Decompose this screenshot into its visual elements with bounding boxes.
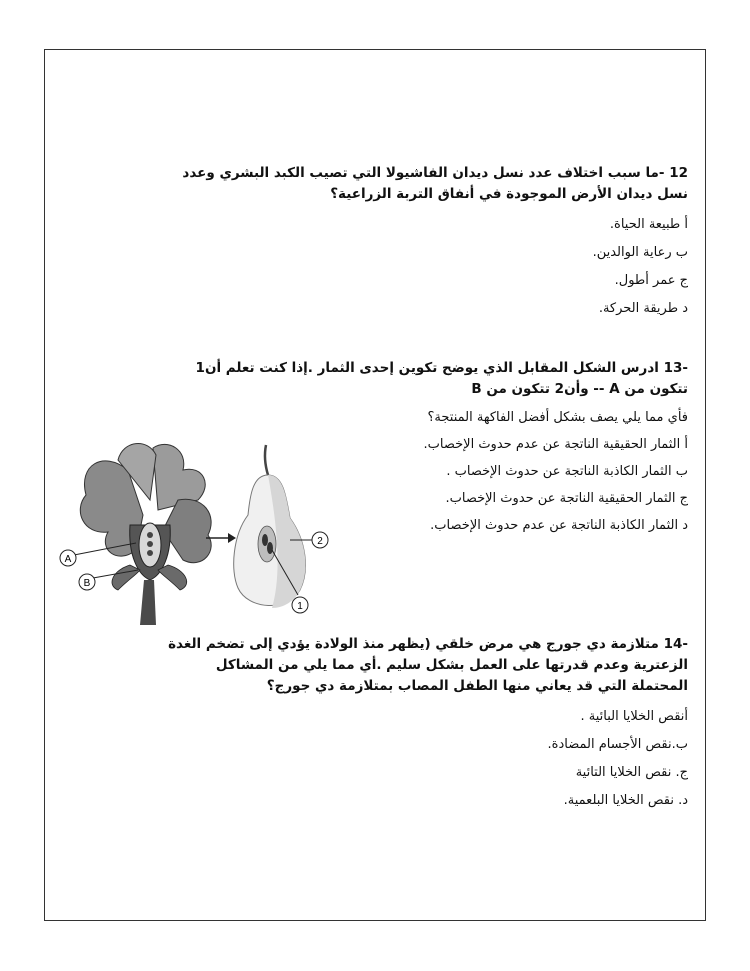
question-13-option-c: ج الثمار الحقيقية الناتجة عن حدوث الإخصاب.: [445, 491, 688, 506]
question-12-option-d: د طريقة الحركة.: [598, 301, 688, 316]
question-12: [160, 163, 688, 317]
question-14-option-d: د. نقص الخلايا البلعمية.: [563, 793, 688, 808]
question-14-option-c: ج. نقص الخلايا التائية: [575, 765, 688, 780]
flower-to-fruit-diagram: [58, 440, 338, 625]
label-b: [79, 574, 95, 590]
label-a-text: A: [64, 554, 72, 565]
label-2-text: 2: [317, 536, 323, 547]
label-1: [292, 597, 308, 613]
question-14-option-b: ب.نقص الأجسام المضادة.: [547, 737, 688, 752]
label-a: [60, 550, 76, 566]
flower-illustration: [80, 444, 211, 625]
question-13-option-a: أ الثمار الحقيقية الناتجة عن عدم حدوث الإخصاب.: [423, 437, 688, 452]
pear-fruit-illustration: [234, 445, 306, 608]
label-2: [312, 532, 328, 548]
label-1-text: 1: [297, 601, 303, 612]
question-14-stem: -14 متلازمة دي جورج هي مرض خلقي (يظهر منذ الولادة يؤدي إلى تضخم الغدة الزعترية وعدم قدرتها على العمل بشكل سليم .أي مما يلي من المشاكل المحتملة التي قد يعاني منها الطفل المصاب بمتلازمة دي جورج؟: [168, 636, 688, 694]
question-14: [160, 634, 688, 809]
question-14-option-a: أنقص الخلايا البائية .: [580, 709, 688, 724]
question-13-option-b: ب الثمار الكاذبة الناتجة عن حدوث الإخصاب .: [446, 464, 688, 479]
question-12-option-c: ج عمر أطول.: [614, 273, 688, 288]
question-12-option-a: أ طبيعة الحياة.: [609, 217, 688, 232]
question-12-stem: 12 -ما سبب اختلاف عدد نسل ديدان الفاشيولا التي تصيب الكبد البشري وعدد نسل ديدان الأرض الموجودة في أنفاق التربة الزراعية؟: [182, 165, 688, 202]
question-13-option-d: د الثمار الكاذبة الناتجة عن عدم حدوث الإخصاب.: [430, 518, 688, 533]
question-13-subquestion: فأي مما يلي يصف بشكل أفضل الفاكهة المنتجة؟: [427, 410, 688, 425]
question-12-option-b: ب رعاية الوالدين.: [592, 245, 688, 260]
question-13-stem: -13 ادرس الشكل المقابل الذي يوضح تكوين إحدى الثمار .إذا كنت تعلم أن1 تتكون من A -- وأن2 تتكون من B: [195, 360, 688, 397]
label-b-text: B: [83, 578, 91, 589]
